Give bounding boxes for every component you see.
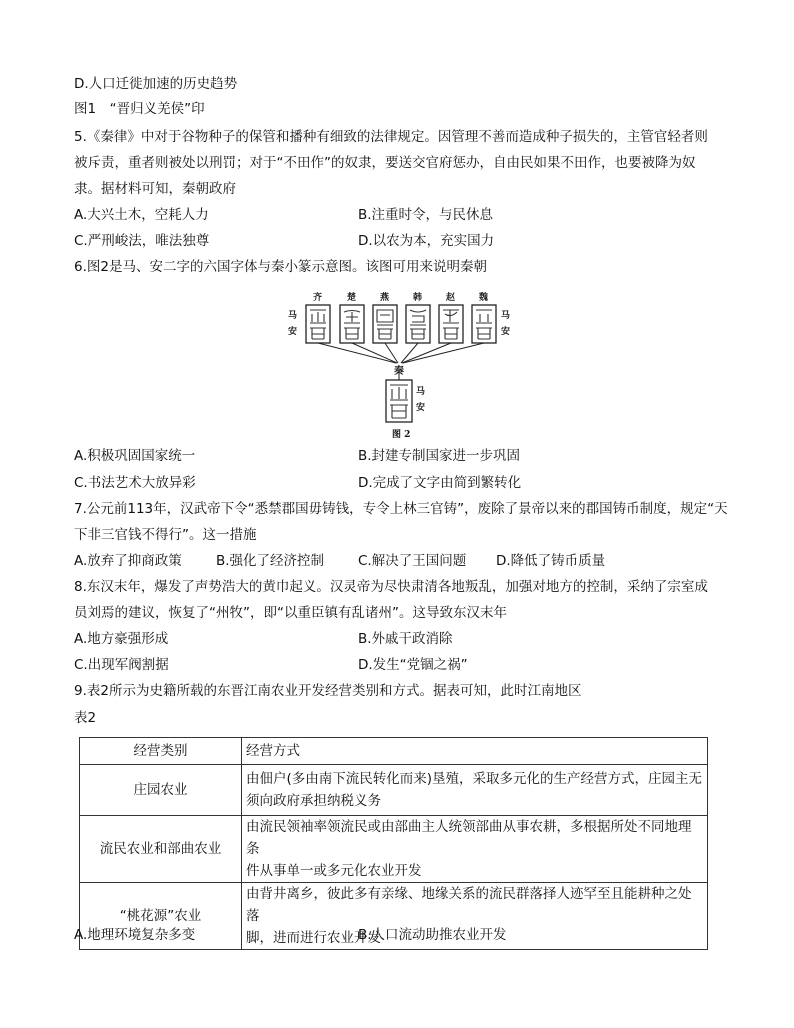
script-diagram-svg <box>300 290 516 440</box>
seal-box-wei <box>472 305 496 343</box>
q5-stem-line3: 隶。据材料可知，秦朝政府 <box>74 181 236 197</box>
q7-stem-line2: 下非三官钱不得行”。这一措施 <box>74 527 257 543</box>
q5-option-a: A.大兴土木，空耗人力 <box>74 207 209 223</box>
figure-2-script-diagram <box>288 290 516 440</box>
q7-option-b: B.强化了经济控制 <box>216 553 325 569</box>
left-side-label-an: 安 <box>288 327 298 337</box>
q7-stem-line1: 7.公元前113年，汉武帝下令“悉禁郡国毋铸钱，专令上林三官铸”，废除了景帝以来的郡国铸币制度，规定“天 <box>74 501 728 517</box>
seal-box-qin <box>386 380 412 422</box>
table-row <box>80 816 708 883</box>
q5-option-d: D.以农为本，充实国力 <box>358 233 495 249</box>
table-2-label: 表2 <box>74 710 97 726</box>
method-line: 须向政府承担纳税义务 <box>246 793 381 809</box>
state-label-han: 韩 <box>413 293 423 303</box>
q5-option-b: B.注重时令，与民休息 <box>358 207 494 223</box>
q6-stem: 6.图2是马、安二字的六国字体与秦小篆示意图。该图可用来说明秦朝 <box>74 259 487 275</box>
method-line: 由背井离乡，彼此多有亲缘、地缘关系的流民群落择人迹罕至且能耕种之处落 <box>246 886 692 924</box>
bottom-side-label-ma: 马 <box>416 387 426 397</box>
method-line: 由流民领袖率领流民或由部曲主人统领部曲从事农耕，多根据所处不同地理条 <box>246 819 692 857</box>
q6-option-d: D.完成了文字由简到繁转化 <box>358 475 522 491</box>
q8-option-a: A.地方豪强形成 <box>74 631 169 647</box>
q6-option-a: A.积极巩固国家统一 <box>74 448 196 464</box>
figure1-caption: 图1 “晋归义羌侯”印 <box>74 101 205 117</box>
q7-option-d: D.降低了铸币质量 <box>496 553 606 569</box>
q5-stem-line1: 5.《秦律》中对于谷物种子的保管和播种有细致的法律规定。因管理不善而造成种子损失的，主管官轻者则 <box>74 129 708 145</box>
q5-option-c: C.严刑峻法，唯法独尊 <box>74 233 210 249</box>
table-row <box>80 765 708 816</box>
state-label-qi: 齐 <box>313 293 323 303</box>
q6-option-c: C.书法艺术大放异彩 <box>74 475 196 491</box>
method-line: 件从事单一或多元化农业开发 <box>246 863 422 879</box>
state-label-yan: 燕 <box>380 293 390 303</box>
q7-option-c: C.解决了王国问题 <box>358 553 467 569</box>
table-cell-method <box>242 765 708 816</box>
q8-option-b: B.外戚干政消除 <box>358 631 453 647</box>
right-side-label-an: 安 <box>501 327 511 337</box>
bottom-side-label-an: 安 <box>416 403 426 413</box>
q8-option-c: C.出现军阀割据 <box>74 657 169 673</box>
q5-stem-line2: 被斥责，重者则被处以刑罚；对于“不田作”的奴隶，要送交官府惩办，自由民如果不田作，也要被降为奴 <box>74 155 696 171</box>
table-cell-method <box>242 816 708 883</box>
seal-box-qi <box>306 305 330 343</box>
q7-option-a: A.放弃了抑商政策 <box>74 553 182 569</box>
figure-2-caption: 图 2 <box>392 430 411 440</box>
method-line: 由佃户(多由南下流民转化而来)垦殖，采取多元化的生产经营方式，庄园主无 <box>246 771 703 787</box>
table-header-category: 经营类别 <box>80 738 242 765</box>
table-2 <box>79 737 708 950</box>
method-line: 脚，进而进行农业开发 <box>246 930 381 946</box>
state-label-zhao: 赵 <box>446 293 456 303</box>
q8-stem-line1: 8.东汉末年，爆发了声势浩大的黄巾起义。汉灵帝为尽快肃清各地叛乱，加强对地方的控制，采纳了宗室成 <box>74 579 708 595</box>
q8-option-d: D.发生“党锢之祸” <box>358 657 468 673</box>
q9-option-a: A.地理环境复杂多变 <box>74 927 196 943</box>
qin-label: 秦 <box>394 366 404 377</box>
q4-option-d: D.人口迁徙加速的历史趋势 <box>74 76 238 92</box>
table-cell-category: 庄园农业 <box>80 765 242 816</box>
state-label-chu: 楚 <box>347 293 357 303</box>
q9-option-b: B.人口流动助推农业开发 <box>358 927 507 943</box>
table-header-method: 经营方式 <box>242 738 708 765</box>
seal-box-han <box>406 305 430 343</box>
right-side-label-ma: 马 <box>501 311 511 321</box>
state-label-wei: 魏 <box>479 293 489 303</box>
table-cell-category: 流民农业和部曲农业 <box>80 816 242 883</box>
q6-option-b: B.封建专制国家进一步巩固 <box>358 448 521 464</box>
left-side-label-ma: 马 <box>288 311 298 321</box>
q9-stem: 9.表2所示为史籍所载的东晋江南农业开发经营类别和方式。据表可知，此时江南地区 <box>74 683 582 699</box>
table-header-row <box>80 738 708 765</box>
table-cell-category: “桃花源”农业 <box>80 883 242 950</box>
seal-box-zhao <box>439 305 463 343</box>
q8-stem-line2: 员刘焉的建议，恢复了“州牧”，即“以重臣镇有乱诸州”。这导致东汉末年 <box>74 605 507 621</box>
